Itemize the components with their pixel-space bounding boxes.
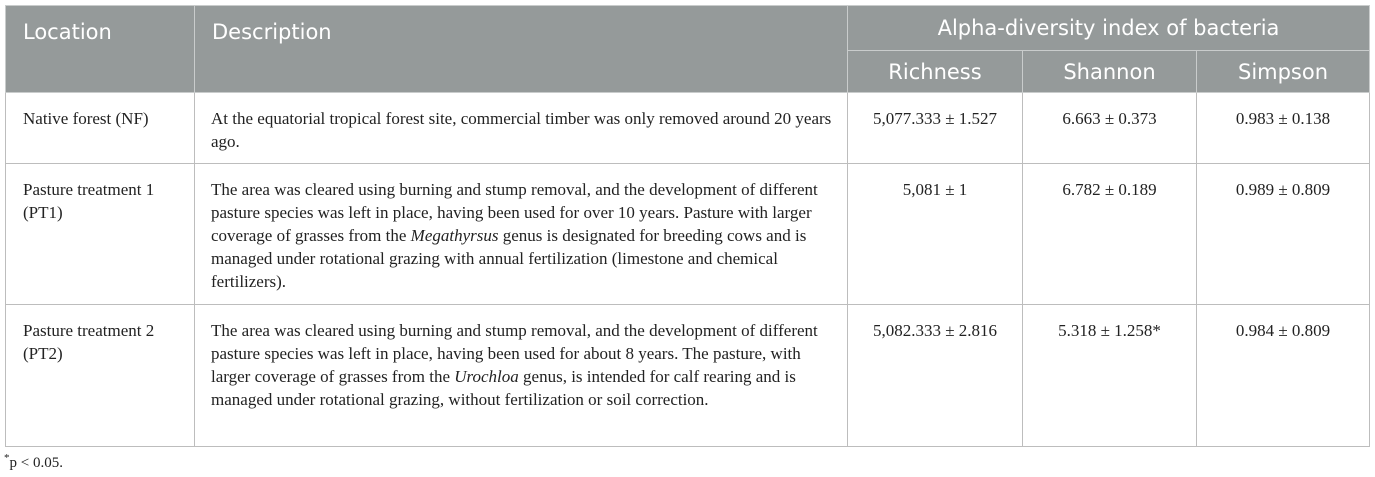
- table-row-nf: [6, 93, 1370, 164]
- table-row-pt2: [6, 305, 1370, 447]
- description-text: genus is designated for breeding cows and is managed under rotational grazing with annual fertilization (limestone and chemical fertilizers).: [211, 226, 807, 291]
- cell-simpson: 0.989 ± 0.809: [1197, 164, 1370, 305]
- diversity-table: [5, 5, 1370, 447]
- footnote-text: p < 0.05.: [9, 455, 63, 471]
- cell-simpson: 0.983 ± 0.138: [1197, 93, 1370, 164]
- cell-shannon: 6.663 ± 0.373: [1023, 93, 1197, 164]
- footnote-marker: *: [4, 452, 10, 464]
- cell-richness: 5,082.333 ± 2.816: [848, 305, 1023, 447]
- cell-simpson: 0.984 ± 0.809: [1197, 305, 1370, 447]
- cell-richness: 5,081 ± 1: [848, 164, 1023, 305]
- description-text: The area was cleared using burning and stump removal, and the development of different pasture species was left in place, having been used for about 8 years. The pasture, with larger coverage of grasses from the: [211, 321, 818, 386]
- cell-description: At the equatorial tropical forest site, commercial timber was only removed around 20 years ago.: [195, 93, 848, 164]
- cell-location: Pasture treatment 2 (PT2): [6, 305, 195, 447]
- header-alpha-diversity-group: Alpha-diversity index of bacteria: [848, 6, 1370, 51]
- description-text: The area was cleared using burning and stump removal, and the development of different pasture species was left in place, having been used for over 10 years. Pasture with larger coverage of grasses from the: [211, 180, 818, 245]
- header-simpson: Simpson: [1197, 51, 1370, 93]
- header-description: Description: [195, 6, 848, 93]
- header-row: [6, 6, 1370, 51]
- header-location: Location: [6, 6, 195, 93]
- cell-richness: 5,077.333 ± 1.527: [848, 93, 1023, 164]
- cell-shannon: 6.782 ± 0.189: [1023, 164, 1197, 305]
- header-shannon: Shannon: [1023, 51, 1197, 93]
- cell-description: [195, 305, 848, 447]
- genus-name: Megathyrsus: [410, 226, 499, 245]
- cell-location: Native forest (NF): [6, 93, 195, 164]
- header-richness: Richness: [848, 51, 1023, 93]
- footnote: [4, 452, 63, 472]
- cell-description: [195, 164, 848, 305]
- genus-name: Urochloa: [454, 367, 519, 386]
- table-row-pt1: [6, 164, 1370, 305]
- cell-location: Pasture treatment 1 (PT1): [6, 164, 195, 305]
- cell-shannon: 5.318 ± 1.258*: [1023, 305, 1197, 447]
- description-text: genus, is intended for calf rearing and is managed under rotational grazing, without fertilization or soil correction.: [211, 367, 796, 409]
